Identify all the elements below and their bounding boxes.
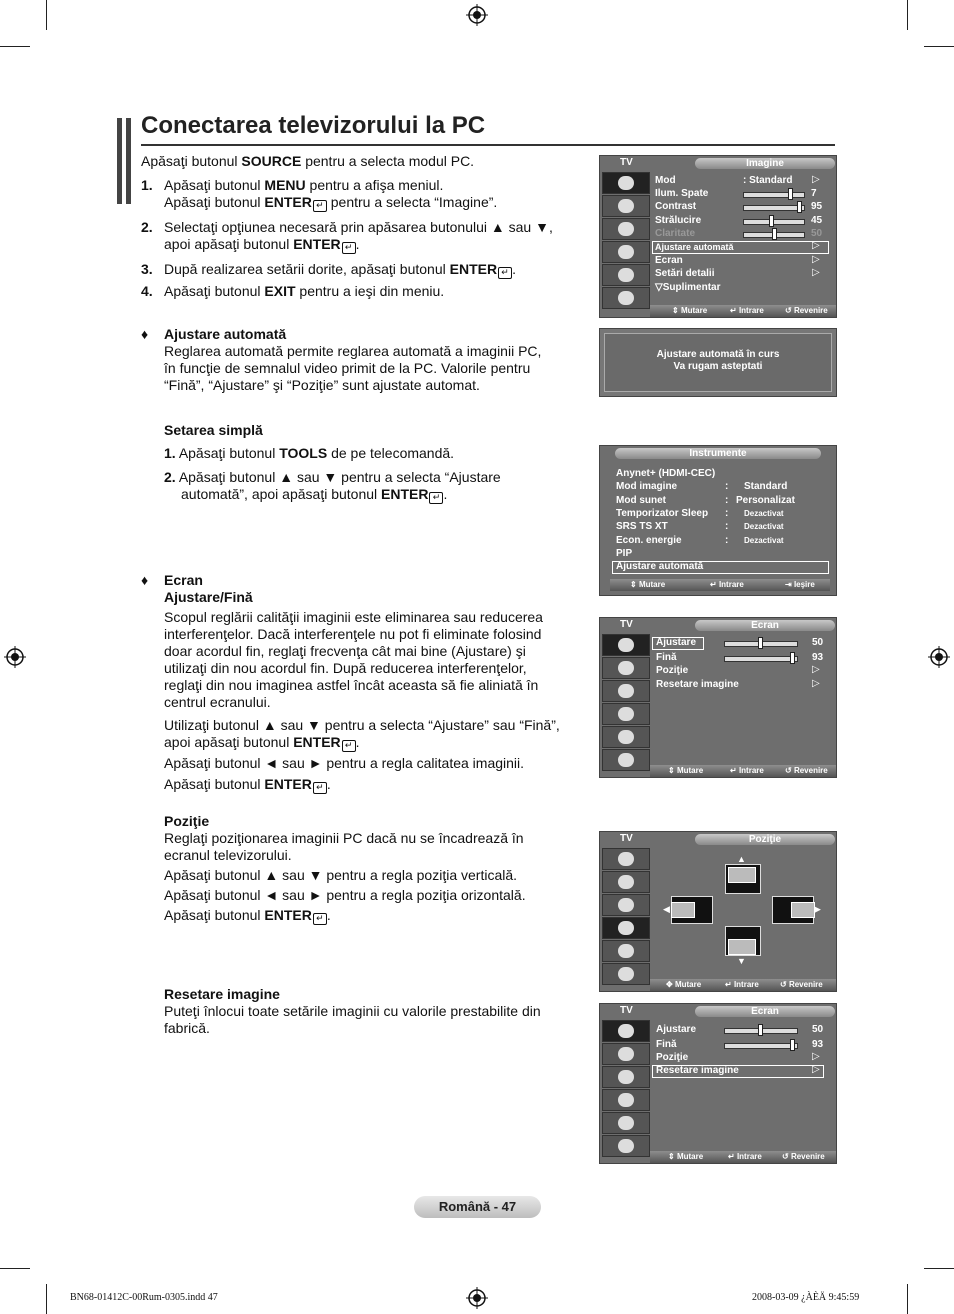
arrow-right-icon: ▷ <box>812 678 820 689</box>
osd-title: Imagine <box>695 158 835 169</box>
osd-ecran-menu <box>599 617 837 778</box>
picture-icon[interactable] <box>602 1020 650 1042</box>
osd-footer: ⇕ Mutare ↵ Intrare ↺ Revenire <box>650 1151 836 1163</box>
page-title: Conectarea televizorului la PC <box>141 112 486 139</box>
channel-icon[interactable] <box>602 894 650 916</box>
osd-row-label[interactable]: Claritate <box>655 228 696 239</box>
osd-row-label[interactable]: PIP <box>616 548 633 559</box>
osd-row-value: 50 <box>811 228 823 239</box>
arrow-up-icon[interactable]: ▲ <box>737 854 746 864</box>
channel-icon[interactable] <box>602 218 650 240</box>
step-2: 2. Selectaţi opţiunea necesară prin apăsarea butonului ▲ sau ▼, apoi apăsaţi butonul ENTER ↵ . <box>141 219 553 252</box>
osd-row-label[interactable]: Mod <box>655 175 676 186</box>
osd-row-sep: : <box>725 521 729 532</box>
sound-icon[interactable] <box>602 1043 650 1065</box>
picture-icon[interactable] <box>602 172 650 194</box>
reset-section: Resetare imagine Puteţi înlocui toate setările imaginii cu valorile prestabilite din fabrică. <box>164 986 541 1036</box>
osd-row-label[interactable]: Ajustare <box>656 1024 697 1035</box>
slider-knob[interactable] <box>758 1024 763 1036</box>
osd-title: Ecran <box>695 1006 835 1017</box>
osd-row-label[interactable]: Resetare imagine <box>656 1065 739 1076</box>
application-icon[interactable] <box>602 749 650 771</box>
registration-mark-icon <box>466 4 488 26</box>
osd-row-label[interactable]: Mod imagine <box>616 481 678 492</box>
crop-mark <box>924 1268 954 1269</box>
picture-icon[interactable] <box>602 634 650 656</box>
arrow-right-icon: ▷ <box>812 1064 820 1075</box>
osd-title: Instrumente <box>615 448 821 459</box>
arrow-right-icon[interactable]: ▶ <box>814 904 821 914</box>
osd-title: Ecran <box>695 620 835 631</box>
osd-row-label[interactable]: Contrast <box>655 201 697 212</box>
osd-footer: ⇕ Mutare ↵ Intrare ↺ Revenire <box>650 305 836 317</box>
sound-icon[interactable] <box>602 657 650 679</box>
pozitie-section: Poziţie Reglaţi poziţionarea imaginii PC dacă nu se încadrează în ecranul televizorului. Apăsaţi butonul ▲ sau ▼ pentru a regla poziţia verticală. Apăsaţi butonul ◄ sau ► pentru a regla poziţia orizontală. Apăsaţi butonul ENTER ↵ . <box>164 813 526 923</box>
osd-row-label[interactable]: Fină <box>656 652 677 663</box>
slider-knob[interactable] <box>758 637 763 649</box>
print-footer-date: 2008-03-09 ¿ÀÈÄ 9:45:59 <box>752 1292 860 1303</box>
osd-ecran-reset-menu <box>599 1003 837 1164</box>
osd-row-value: Dezactivat <box>744 536 784 545</box>
application-icon[interactable] <box>602 1135 650 1157</box>
input-icon[interactable] <box>602 726 650 748</box>
application-icon[interactable] <box>602 287 650 309</box>
osd-row-value: 93 <box>812 1039 824 1050</box>
osd-row-label[interactable]: Ilum. Spate <box>655 188 709 199</box>
print-footer-file: BN68-01412C-00Rum-0305.indd 47 <box>70 1292 218 1303</box>
enter-icon: ↵ <box>429 492 443 504</box>
position-screen-left <box>671 896 713 924</box>
enter-icon: ↵ <box>498 267 512 279</box>
crop-mark <box>46 1284 47 1314</box>
title-underline <box>141 144 835 146</box>
osd-footer: ⇕ Mutare ↵ Intrare ⇥ Ieşire <box>610 579 830 591</box>
osd-row-label[interactable]: Fină <box>656 1039 677 1050</box>
slider-brightness[interactable] <box>743 219 805 225</box>
enter-icon: ↵ <box>313 913 327 925</box>
slider-knob[interactable] <box>797 201 802 213</box>
osd-row-value: Dezactivat <box>744 509 784 518</box>
step-3: 3. După realizarea setării dorite, apăsaţi butonul ENTER ↵ . <box>141 261 516 277</box>
enter-icon: ↵ <box>313 782 327 794</box>
crop-mark <box>907 1284 908 1314</box>
osd-tv-label: TV <box>620 619 633 630</box>
osd-row-sep: : <box>725 508 729 519</box>
simple-step-2: 2. Apăsaţi butonul ▲ sau ▼ pentru a selecta “Ajustare automată”, apoi apăsaţi butonul ENTER ↵ . <box>164 469 501 502</box>
osd-row-label[interactable]: Resetare imagine <box>656 679 739 690</box>
osd-pozitie-menu <box>599 831 837 992</box>
osd-imagine-menu <box>599 155 837 318</box>
osd-row-sep: : <box>725 535 729 546</box>
enter-icon: ↵ <box>313 200 327 212</box>
crop-mark <box>907 0 908 30</box>
osd-row-label[interactable]: Mod sunet <box>616 495 666 506</box>
slider-knob[interactable] <box>790 652 795 664</box>
arrow-left-icon[interactable]: ◀ <box>663 904 670 914</box>
osd-row-value: 7 <box>811 188 817 199</box>
osd-row-value: Dezactivat <box>744 522 784 531</box>
osd-row-sep: : <box>725 495 729 506</box>
osd-row-value: 45 <box>811 215 823 226</box>
arrow-down-icon[interactable]: ▼ <box>737 956 746 966</box>
arrow-right-icon: ▷ <box>812 240 820 251</box>
intro-text: Apăsaţi butonul SOURCE pentru a selecta modul PC. <box>141 153 475 169</box>
registration-mark-icon <box>928 646 950 668</box>
enter-icon: ↵ <box>342 740 356 752</box>
crop-mark <box>0 1268 30 1269</box>
slider-knob[interactable] <box>769 215 774 227</box>
simple-step-1: 1. Apăsaţi butonul TOOLS de pe telecomandă. <box>164 445 455 461</box>
arrow-right-icon: ▷ <box>812 174 820 185</box>
osd-row-value: Standard <box>744 481 788 492</box>
enter-icon: ↵ <box>342 242 356 254</box>
osd-row-value: 50 <box>812 1024 824 1035</box>
slider-backlight[interactable] <box>743 192 805 198</box>
osd-row-label[interactable]: Anynet+ (HDMI-CEC) <box>616 468 716 479</box>
osd-sidebar <box>600 846 650 981</box>
position-screen-top <box>725 864 761 894</box>
osd-row-value: 95 <box>811 201 823 212</box>
ecran-section: Ecran Ajustare/Fină Scopul reglării calităţii imaginii este eliminarea sau reducerea interferenţelor. Dacă interferenţele nu pot fi eliminate folosind doar acordul fin, reglaţi frecvenţa cât mai bine (Ajustare) şi utilizaţi din nou acordul fin. După reducerea interferenţelor, reglaţi din nou imaginea astfel încât aceasta să fie aliniată în centrul ecranului. Utilizaţi butonul ▲ sau ▼ pentru a selecta “Ajustare” sau “Fină”, apoi apăsaţi butonul ENTER ↵ . Apăsaţi butonul ◄ sau ► pentru a regla calitatea imaginii. Apăsaţi butonul ENTER ↵ . <box>164 572 560 792</box>
crop-mark <box>46 0 47 30</box>
application-icon[interactable] <box>602 963 650 985</box>
registration-mark-icon <box>466 1287 488 1309</box>
osd-footer: ⇕ Mutare ↵ Intrare ↺ Revenire <box>650 765 836 777</box>
osd-row-label[interactable]: Poziţie <box>656 1052 689 1063</box>
slider-fine[interactable] <box>724 1043 798 1049</box>
osd-message-line: Ajustare automată în curs <box>656 349 780 360</box>
title-bar-decoration <box>117 118 122 204</box>
arrow-right-icon: ▷ <box>812 664 820 675</box>
osd-row-label[interactable]: Ajustare automată <box>616 561 704 572</box>
osd-tv-label: TV <box>620 1005 633 1016</box>
osd-message-line: Va rugam asteptati <box>673 361 763 372</box>
channel-icon[interactable] <box>602 680 650 702</box>
sound-icon[interactable] <box>602 871 650 893</box>
picture-icon[interactable] <box>602 848 650 870</box>
slider-knob[interactable] <box>790 1039 795 1051</box>
simple-setting-heading: Setarea simplă <box>164 422 263 438</box>
crop-mark <box>0 46 30 47</box>
osd-row-label[interactable]: Ajustare automată <box>655 242 734 252</box>
osd-sidebar <box>600 170 650 307</box>
osd-row-value: Personalizat <box>736 495 795 506</box>
osd-tools-menu <box>599 445 837 596</box>
auto-section: Ajustare automată Reglarea automată permite reglarea automată a imaginii PC, în funcţie de semnalul video primit de la PC. Valorile pentru “Fină”, “Ajustare” şi “Poziţie” sunt ajustate automat. <box>164 326 542 393</box>
osd-row-label[interactable]: Temporizator Sleep <box>616 508 709 519</box>
osd-footer: ✥ Mutare ↵ Intrare ↺ Revenire <box>650 979 836 991</box>
slider-contrast[interactable] <box>743 205 805 211</box>
bullet: ♦ <box>141 326 149 342</box>
osd-auto-adjust-message <box>599 328 837 397</box>
setup-icon[interactable] <box>602 241 650 263</box>
slider-fine[interactable] <box>724 656 798 662</box>
input-icon[interactable] <box>602 940 650 962</box>
setup-icon[interactable] <box>602 703 650 725</box>
osd-tv-label: TV <box>620 833 633 844</box>
input-icon[interactable] <box>602 264 650 286</box>
slider-knob[interactable] <box>772 228 777 240</box>
sound-icon[interactable] <box>602 195 650 217</box>
step-1: 1. Apăsaţi butonul MENU pentru a afişa meniul. Apăsaţi butonul ENTER ↵ pentru a selecta “Imagine”. <box>141 177 498 210</box>
channel-icon[interactable] <box>602 1066 650 1088</box>
osd-row-label[interactable]: Econ. energie <box>616 535 682 546</box>
slider-knob[interactable] <box>788 188 793 200</box>
arrow-right-icon: ▷ <box>812 254 820 265</box>
osd-title: Poziţie <box>695 834 835 845</box>
osd-row-label[interactable]: Poziţie <box>656 665 689 676</box>
page-number-badge: Română - 47 <box>414 1196 541 1218</box>
osd-row-sep: : <box>725 481 729 492</box>
arrow-right-icon: ▷ <box>812 267 820 278</box>
osd-tv-label: TV <box>620 157 633 168</box>
osd-sidebar <box>600 1018 650 1153</box>
position-screen-bottom <box>725 926 761 956</box>
input-icon[interactable] <box>602 1112 650 1134</box>
osd-row-value: 50 <box>812 637 824 648</box>
osd-row-label[interactable]: ▽Suplimentar <box>655 282 721 293</box>
osd-row-value: 93 <box>812 652 824 663</box>
title-bar-decoration <box>126 118 131 204</box>
osd-row-value: : Standard <box>743 175 793 186</box>
bullet: ♦ <box>141 572 149 588</box>
position-screen-right <box>772 896 814 924</box>
crop-mark <box>924 46 954 47</box>
setup-icon[interactable] <box>602 1089 650 1111</box>
osd-row-label[interactable]: Setări detalii <box>655 268 715 279</box>
registration-mark-icon <box>4 646 26 668</box>
osd-row-label[interactable]: Ecran <box>655 255 683 266</box>
osd-row-label[interactable]: SRS TS XT <box>616 521 668 532</box>
osd-row-label[interactable]: Strălucire <box>655 215 702 226</box>
arrow-right-icon: ▷ <box>812 1051 820 1062</box>
osd-sidebar <box>600 632 650 767</box>
setup-icon[interactable] <box>602 917 650 939</box>
step-4: 4. Apăsaţi butonul EXIT pentru a ieşi din meniu. <box>141 283 445 299</box>
osd-row-label[interactable]: Ajustare <box>656 637 697 648</box>
